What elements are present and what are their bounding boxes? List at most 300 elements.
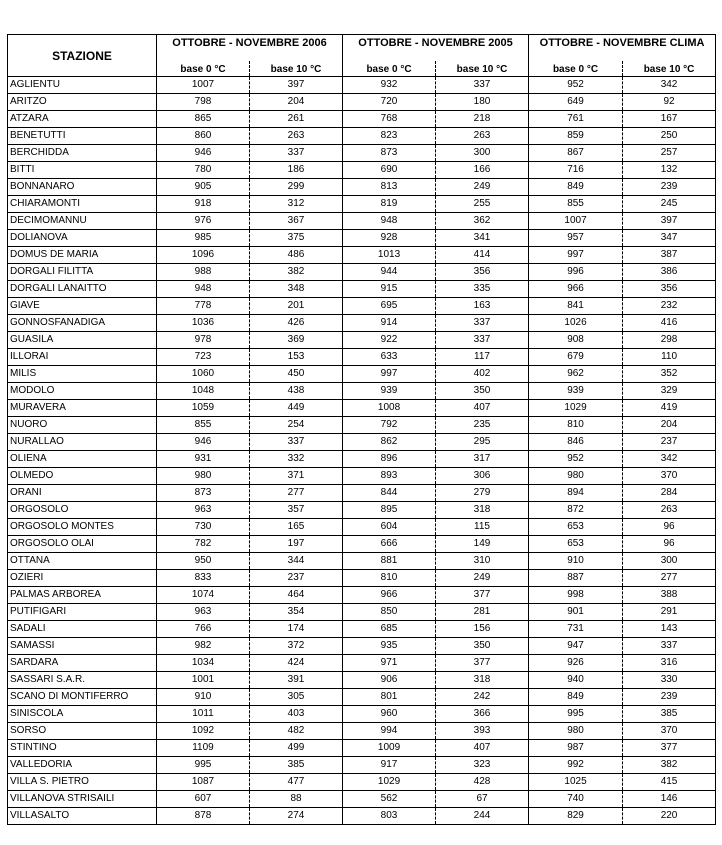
value-cell-base0: 992 [529,757,623,774]
table-row [8,502,716,519]
station-name-cell: ILLORAI [8,349,157,366]
value-cell-base0: 910 [157,689,250,706]
table-row [8,230,716,247]
table-row [8,706,716,723]
value-cell-base10: 330 [623,672,716,689]
value-cell-base0: 1087 [157,774,250,791]
value-cell-base0: 873 [343,145,436,162]
degree-days-table [7,34,716,825]
value-cell-base0: 918 [157,196,250,213]
station-name-cell: MODOLO [8,383,157,400]
value-cell-base10: 237 [623,434,716,451]
value-cell-base0: 860 [157,128,250,145]
value-cell-base10: 362 [436,213,529,230]
value-cell-base0: 819 [343,196,436,213]
table-row [8,281,716,298]
value-cell-base10: 163 [436,298,529,315]
table-row [8,298,716,315]
value-cell-base10: 281 [436,604,529,621]
station-name-cell: BONNANARO [8,179,157,196]
value-cell-base0: 810 [343,570,436,587]
value-cell-base10: 167 [623,111,716,128]
value-cell-base0: 1013 [343,247,436,264]
station-name-cell: MILIS [8,366,157,383]
value-cell-base0: 998 [529,587,623,604]
value-cell-base0: 872 [529,502,623,519]
value-cell-base10: 305 [250,689,343,706]
value-cell-base10: 244 [436,808,529,825]
table-row [8,689,716,706]
value-cell-base0: 963 [157,502,250,519]
value-cell-base10: 370 [623,468,716,485]
table-row [8,672,716,689]
value-cell-base10: 407 [436,740,529,757]
value-cell-base0: 994 [343,723,436,740]
value-cell-base0: 914 [343,315,436,332]
station-name-cell: SADALI [8,621,157,638]
value-cell-base10: 337 [623,638,716,655]
value-cell-base0: 723 [157,349,250,366]
station-column-header: STAZIONE [8,35,157,77]
value-cell-base0: 980 [157,468,250,485]
value-cell-base10: 356 [436,264,529,281]
value-cell-base0: 995 [529,706,623,723]
value-cell-base10: 426 [250,315,343,332]
value-cell-base10: 416 [623,315,716,332]
value-cell-base0: 730 [157,519,250,536]
value-cell-base10: 218 [436,111,529,128]
value-cell-base0: 1059 [157,400,250,417]
table-row [8,162,716,179]
value-cell-base10: 298 [623,332,716,349]
value-cell-base10: 149 [436,536,529,553]
value-cell-base0: 939 [529,383,623,400]
value-cell-base10: 337 [250,145,343,162]
table-row [8,621,716,638]
value-cell-base10: 153 [250,349,343,366]
value-cell-base0: 905 [157,179,250,196]
table-row [8,111,716,128]
value-cell-base0: 966 [343,587,436,604]
value-cell-base0: 963 [157,604,250,621]
table-row [8,519,716,536]
value-cell-base10: 393 [436,723,529,740]
value-cell-base10: 486 [250,247,343,264]
value-cell-base10: 204 [623,417,716,434]
value-cell-base10: 482 [250,723,343,740]
value-cell-base0: 922 [343,332,436,349]
value-cell-base10: 115 [436,519,529,536]
value-cell-base0: 931 [157,451,250,468]
station-name-cell: SINISCOLA [8,706,157,723]
value-cell-base10: 279 [436,485,529,502]
value-cell-base0: 1036 [157,315,250,332]
table-row [8,757,716,774]
value-cell-base10: 342 [623,77,716,94]
value-cell-base10: 300 [623,553,716,570]
value-cell-base0: 946 [157,145,250,162]
station-name-cell: ORANI [8,485,157,502]
value-cell-base0: 720 [343,94,436,111]
value-cell-base10: 306 [436,468,529,485]
value-cell-base10: 67 [436,791,529,808]
value-cell-base0: 813 [343,179,436,196]
value-cell-base10: 197 [250,536,343,553]
value-cell-base0: 844 [343,485,436,502]
value-cell-base10: 318 [436,502,529,519]
table-row [8,145,716,162]
value-cell-base10: 235 [436,417,529,434]
value-cell-base0: 1001 [157,672,250,689]
table-row [8,400,716,417]
value-cell-base0: 1007 [157,77,250,94]
value-cell-base10: 96 [623,536,716,553]
value-cell-base0: 982 [157,638,250,655]
table-row [8,179,716,196]
value-cell-base0: 695 [343,298,436,315]
value-cell-base10: 499 [250,740,343,757]
value-cell-base0: 1026 [529,315,623,332]
table-row [8,366,716,383]
group-header-2005: OTTOBRE - NOVEMBRE 2005 [343,35,529,62]
value-cell-base0: 1025 [529,774,623,791]
value-cell-base10: 352 [623,366,716,383]
value-cell-base0: 803 [343,808,436,825]
value-cell-base10: 180 [436,94,529,111]
station-name-cell: CHIARAMONTI [8,196,157,213]
value-cell-base10: 143 [623,621,716,638]
value-cell-base10: 428 [436,774,529,791]
value-cell-base10: 166 [436,162,529,179]
table-row [8,587,716,604]
value-cell-base0: 849 [529,689,623,706]
table-row [8,655,716,672]
value-cell-base0: 1034 [157,655,250,672]
value-cell-base0: 947 [529,638,623,655]
value-cell-base10: 88 [250,791,343,808]
value-cell-base0: 901 [529,604,623,621]
value-cell-base10: 335 [436,281,529,298]
value-cell-base10: 375 [250,230,343,247]
value-cell-base0: 928 [343,230,436,247]
station-name-cell: NUORO [8,417,157,434]
station-name-cell: SASSARI S.A.R. [8,672,157,689]
value-cell-base10: 263 [436,128,529,145]
value-cell-base10: 382 [250,264,343,281]
value-cell-base10: 165 [250,519,343,536]
table-row [8,196,716,213]
value-cell-base0: 867 [529,145,623,162]
value-cell-base10: 146 [623,791,716,808]
table-row [8,485,716,502]
value-cell-base10: 239 [623,689,716,706]
value-cell-base10: 174 [250,621,343,638]
value-cell-base0: 562 [343,791,436,808]
value-cell-base10: 201 [250,298,343,315]
value-cell-base10: 337 [436,77,529,94]
station-name-cell: VILLASALTO [8,808,157,825]
value-cell-base0: 988 [157,264,250,281]
value-cell-base0: 865 [157,111,250,128]
value-cell-base10: 372 [250,638,343,655]
value-cell-base10: 329 [623,383,716,400]
value-cell-base0: 978 [157,332,250,349]
value-cell-base0: 887 [529,570,623,587]
value-cell-base0: 633 [343,349,436,366]
value-cell-base0: 946 [157,434,250,451]
value-cell-base0: 957 [529,230,623,247]
table-row [8,638,716,655]
value-cell-base10: 277 [250,485,343,502]
value-cell-base10: 354 [250,604,343,621]
value-cell-base0: 1109 [157,740,250,757]
value-cell-base10: 403 [250,706,343,723]
value-cell-base10: 249 [436,570,529,587]
value-cell-base10: 356 [623,281,716,298]
table-row [8,808,716,825]
value-cell-base0: 939 [343,383,436,400]
value-cell-base0: 850 [343,604,436,621]
table-row [8,723,716,740]
value-cell-base0: 685 [343,621,436,638]
value-cell-base10: 337 [436,315,529,332]
station-name-cell: SORSO [8,723,157,740]
value-cell-base0: 987 [529,740,623,757]
station-name-cell: DORGALI FILITTA [8,264,157,281]
value-cell-base10: 385 [250,757,343,774]
value-cell-base0: 1060 [157,366,250,383]
value-cell-base0: 935 [343,638,436,655]
value-cell-base10: 299 [250,179,343,196]
station-name-cell: VILLA S. PIETRO [8,774,157,791]
value-cell-base10: 132 [623,162,716,179]
value-cell-base0: 862 [343,434,436,451]
value-cell-base0: 780 [157,162,250,179]
value-cell-base0: 952 [529,451,623,468]
value-cell-base10: 242 [436,689,529,706]
value-cell-base10: 232 [623,298,716,315]
value-cell-base10: 348 [250,281,343,298]
value-cell-base10: 263 [623,502,716,519]
station-name-cell: PALMAS ARBOREA [8,587,157,604]
value-cell-base10: 344 [250,553,343,570]
station-name-cell: OLIENA [8,451,157,468]
subheader-base10: base 10 °C [250,61,343,77]
station-name-cell: OLMEDO [8,468,157,485]
value-cell-base0: 716 [529,162,623,179]
station-name-cell: SCANO DI MONTIFERRO [8,689,157,706]
station-name-cell: BITTI [8,162,157,179]
value-cell-base10: 347 [623,230,716,247]
value-cell-base0: 666 [343,536,436,553]
station-name-cell: PUTIFIGARI [8,604,157,621]
value-cell-base0: 1011 [157,706,250,723]
station-name-cell: DOMUS DE MARIA [8,247,157,264]
value-cell-base10: 156 [436,621,529,638]
value-cell-base10: 300 [436,145,529,162]
value-cell-base0: 855 [529,196,623,213]
table-row [8,434,716,451]
value-cell-base10: 277 [623,570,716,587]
value-cell-base0: 1048 [157,383,250,400]
subheader-base0: base 0 °C [529,61,623,77]
station-name-cell: ORGOSOLO OLAI [8,536,157,553]
value-cell-base0: 873 [157,485,250,502]
value-cell-base10: 377 [436,587,529,604]
value-cell-base10: 369 [250,332,343,349]
value-cell-base0: 895 [343,502,436,519]
station-name-cell: SAMASSI [8,638,157,655]
value-cell-base0: 768 [343,111,436,128]
value-cell-base10: 370 [623,723,716,740]
value-cell-base0: 910 [529,553,623,570]
value-cell-base10: 415 [623,774,716,791]
value-cell-base0: 1029 [343,774,436,791]
value-cell-base10: 388 [623,587,716,604]
value-cell-base10: 414 [436,247,529,264]
value-cell-base10: 337 [436,332,529,349]
value-cell-base10: 295 [436,434,529,451]
value-cell-base0: 731 [529,621,623,638]
table-row [8,740,716,757]
value-cell-base0: 740 [529,791,623,808]
value-cell-base0: 997 [343,366,436,383]
value-cell-base0: 962 [529,366,623,383]
value-cell-base0: 878 [157,808,250,825]
value-cell-base10: 96 [623,519,716,536]
value-cell-base0: 679 [529,349,623,366]
value-cell-base10: 464 [250,587,343,604]
value-cell-base10: 366 [436,706,529,723]
value-cell-base0: 604 [343,519,436,536]
value-cell-base0: 766 [157,621,250,638]
value-cell-base10: 220 [623,808,716,825]
value-cell-base0: 829 [529,808,623,825]
table-row [8,791,716,808]
value-cell-base10: 386 [623,264,716,281]
value-cell-base10: 385 [623,706,716,723]
value-cell-base0: 960 [343,706,436,723]
value-cell-base10: 337 [250,434,343,451]
value-cell-base10: 316 [623,655,716,672]
value-cell-base10: 449 [250,400,343,417]
table-row [8,128,716,145]
value-cell-base10: 254 [250,417,343,434]
station-name-cell: BERCHIDDA [8,145,157,162]
value-cell-base0: 908 [529,332,623,349]
value-cell-base10: 249 [436,179,529,196]
value-cell-base0: 690 [343,162,436,179]
value-cell-base0: 653 [529,536,623,553]
value-cell-base10: 204 [250,94,343,111]
value-cell-base10: 397 [623,213,716,230]
value-cell-base10: 117 [436,349,529,366]
value-cell-base10: 250 [623,128,716,145]
value-cell-base0: 778 [157,298,250,315]
value-cell-base0: 1008 [343,400,436,417]
station-name-cell: VILLANOVA STRISAILI [8,791,157,808]
value-cell-base0: 917 [343,757,436,774]
station-name-cell: GUASILA [8,332,157,349]
value-cell-base0: 915 [343,281,436,298]
value-cell-base0: 944 [343,264,436,281]
value-cell-base10: 332 [250,451,343,468]
value-cell-base10: 387 [623,247,716,264]
station-name-cell: ORGOSOLO [8,502,157,519]
value-cell-base10: 257 [623,145,716,162]
table-body [8,77,716,825]
station-name-cell: OZIERI [8,570,157,587]
table-row [8,332,716,349]
subheader-base0: base 0 °C [157,61,250,77]
station-name-cell: OTTANA [8,553,157,570]
value-cell-base10: 312 [250,196,343,213]
group-header-2006: OTTOBRE - NOVEMBRE 2006 [157,35,343,62]
value-cell-base0: 833 [157,570,250,587]
table-row [8,264,716,281]
value-cell-base10: 263 [250,128,343,145]
value-cell-base10: 397 [250,77,343,94]
value-cell-base10: 261 [250,111,343,128]
station-name-cell: ATZARA [8,111,157,128]
value-cell-base10: 424 [250,655,343,672]
value-cell-base0: 952 [529,77,623,94]
value-cell-base0: 893 [343,468,436,485]
station-name-cell: GONNOSFANADIGA [8,315,157,332]
station-name-cell: GIAVE [8,298,157,315]
value-cell-base0: 855 [157,417,250,434]
table-row [8,570,716,587]
value-cell-base10: 357 [250,502,343,519]
value-cell-base0: 846 [529,434,623,451]
value-cell-base10: 402 [436,366,529,383]
value-cell-base10: 342 [623,451,716,468]
table-row [8,349,716,366]
value-cell-base0: 607 [157,791,250,808]
station-name-cell: SARDARA [8,655,157,672]
table-row [8,94,716,111]
station-name-cell: DECIMOMANNU [8,213,157,230]
value-cell-base10: 110 [623,349,716,366]
value-cell-base10: 382 [623,757,716,774]
value-cell-base0: 985 [157,230,250,247]
value-cell-base10: 371 [250,468,343,485]
value-cell-base10: 477 [250,774,343,791]
table-row [8,315,716,332]
value-cell-base10: 92 [623,94,716,111]
value-cell-base10: 317 [436,451,529,468]
group-header-clima: OTTOBRE - NOVEMBRE CLIMA [529,35,716,62]
value-cell-base10: 291 [623,604,716,621]
station-name-cell: AGLIENTU [8,77,157,94]
value-cell-base0: 761 [529,111,623,128]
value-cell-base10: 310 [436,553,529,570]
value-cell-base10: 367 [250,213,343,230]
value-cell-base10: 318 [436,672,529,689]
value-cell-base0: 1009 [343,740,436,757]
table-row [8,451,716,468]
value-cell-base0: 948 [157,281,250,298]
value-cell-base0: 997 [529,247,623,264]
table-row [8,536,716,553]
subheader-base10: base 10 °C [436,61,529,77]
value-cell-base0: 894 [529,485,623,502]
value-cell-base10: 323 [436,757,529,774]
value-cell-base10: 350 [436,638,529,655]
value-cell-base0: 1074 [157,587,250,604]
value-cell-base0: 823 [343,128,436,145]
table-row [8,417,716,434]
